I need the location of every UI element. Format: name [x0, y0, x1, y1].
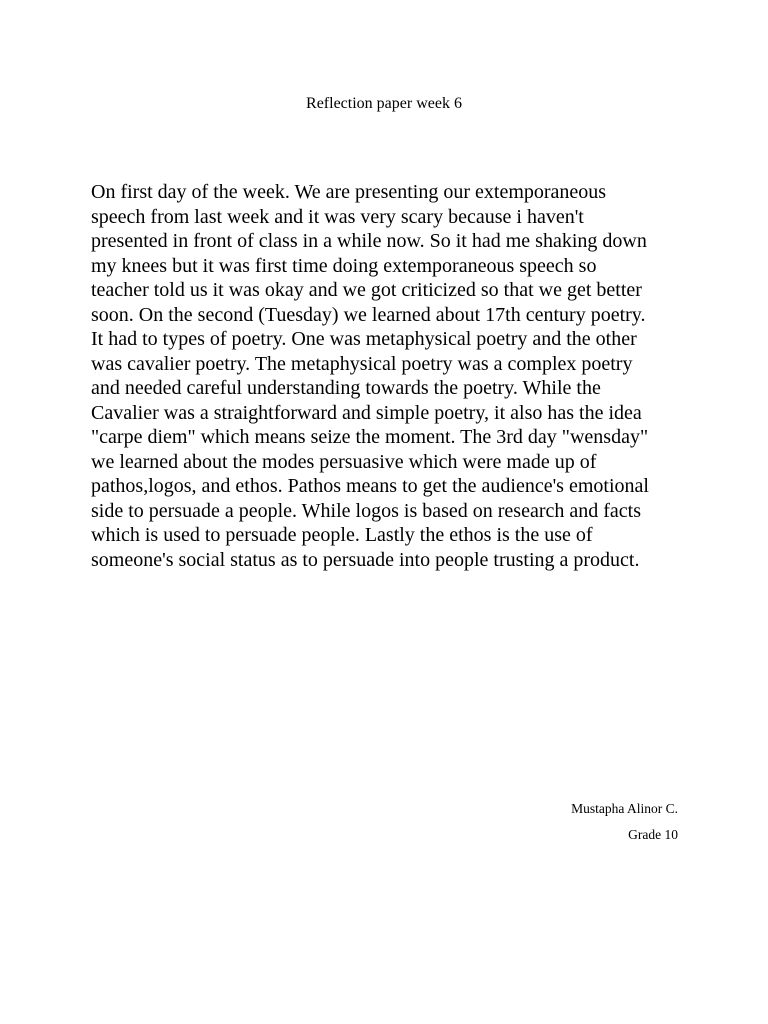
body-line: and needed careful understanding towards the poetry. While the — [91, 377, 601, 399]
body-line: soon. On the second (Tuesday) we learned about 17th century poetry. — [91, 303, 646, 326]
document-title: Reflection paper week 6 — [306, 95, 462, 112]
body-line: On first day of the week. We are presenting our extemporaneous — [91, 181, 607, 203]
author-name: Mustapha Alinor C. — [571, 801, 678, 816]
grade-label: Grade 10 — [628, 827, 678, 842]
body-line: which is used to persuade people. Lastly the ethos is the use of — [91, 524, 593, 546]
body-line: teacher told us it was okay and we got criticized so that we get better — [91, 279, 642, 301]
body-paragraph — [91, 180, 681, 572]
signature-block — [571, 796, 678, 848]
body-line: we learned about the modes persuasive which were made up of — [91, 450, 597, 473]
body-line: It had to types of poetry. One was metaphysical poetry and the other — [91, 328, 637, 350]
body-line: presented in front of class in a while now. So it had me shaking down — [91, 230, 647, 252]
body-line: Cavalier was a straightforward and simple poetry, it also has the idea — [91, 401, 642, 424]
body-line: was cavalier poetry. The metaphysical poetry was a complex poetry — [91, 352, 633, 375]
body-line: side to persuade a people. While logos is based on research and facts — [91, 499, 641, 522]
body-line: "carpe diem" which means seize the moment. The 3rd day "wensday" — [91, 426, 649, 448]
body-line: my knees but it was first time doing extemporaneous speech so — [91, 254, 597, 277]
body-line: someone's social status as to persuade into people trusting a product. — [91, 548, 640, 571]
body-line: pathos,logos, and ethos. Pathos means to get the audience's emotional — [91, 475, 649, 497]
body-line: speech from last week and it was very scary because i haven't — [91, 205, 584, 228]
